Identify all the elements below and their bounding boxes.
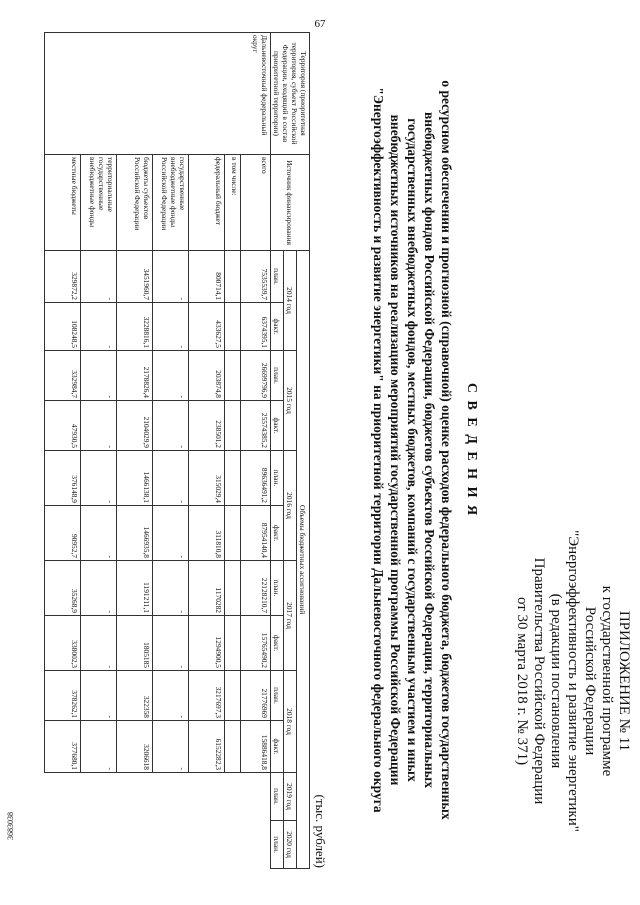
value-cell: - xyxy=(81,251,117,303)
value-cell: 315029,4 xyxy=(189,451,225,506)
value-cell: 25574385,2 xyxy=(241,401,271,451)
table-row xyxy=(189,33,225,869)
source-cell: всего xyxy=(241,155,271,251)
title-line-2: внебюджетных фондов Российской Федерации, бюджетов субъектов Российской Федерации, территориальных xyxy=(422,112,437,788)
value-cell: - xyxy=(81,671,117,721)
value-cell: - xyxy=(81,616,117,671)
value-cell: - xyxy=(153,671,189,721)
title-line-5: "Энергоэффективность и развитие энергетики" на приоритетной территории Дальневосточного федерального округа xyxy=(371,87,386,813)
header-volumes: Объемы бюджетных ассигнований xyxy=(297,251,310,869)
appendix-line-4: "Энергоэффективность и развитие энергетики" xyxy=(565,530,581,832)
header-fact: факт. xyxy=(271,303,284,351)
value-cell: 1170282 xyxy=(189,561,225,616)
header-source: Источник финансирования xyxy=(271,155,310,251)
value-cell: 15765490,2 xyxy=(241,616,271,671)
source-cell: бюджеты субъектов Российской Федерации xyxy=(117,155,153,251)
value-cell: 3217697,3 xyxy=(189,671,225,721)
table-row xyxy=(225,33,241,869)
header-plan: план. xyxy=(271,251,284,303)
value-cell xyxy=(225,721,241,773)
territory-cell: Дальневосточный федеральный округ xyxy=(45,33,271,155)
value-cell: 26699796,9 xyxy=(241,351,271,401)
header-plan: план. xyxy=(271,561,284,616)
value-cell: 108248,5 xyxy=(45,303,81,351)
value-cell: - xyxy=(81,561,117,616)
rotated-page-content xyxy=(0,30,640,870)
value-cell: 3228816,1 xyxy=(117,303,153,351)
value-cell: 35268,9 xyxy=(45,561,81,616)
value-cell: - xyxy=(153,401,189,451)
document-title xyxy=(370,50,480,850)
value-cell: 7535539,7 xyxy=(241,251,271,303)
value-cell: 338002,3 xyxy=(45,616,81,671)
value-cell: 238501,2 xyxy=(189,401,225,451)
value-cell: - xyxy=(153,506,189,561)
header-fact: факт. xyxy=(271,401,284,451)
title-heading: С В Е Д Е Н И Я xyxy=(464,382,479,518)
appendix-block xyxy=(513,516,632,846)
value-cell: 6374395,1 xyxy=(241,303,271,351)
header-fact: факт. xyxy=(271,721,284,773)
value-cell: 90952,7 xyxy=(45,506,81,561)
value-cell: 800714,1 xyxy=(189,251,225,303)
header-fact: факт. xyxy=(271,616,284,671)
value-cell: 15886418,8 xyxy=(241,721,271,773)
title-line-4: внебюджетных источников на реализацию мероприятий государственной программы Российской Федерации xyxy=(388,114,403,786)
table-row xyxy=(81,33,117,869)
value-cell xyxy=(225,451,241,506)
value-cell: 376148,9 xyxy=(45,451,81,506)
value-cell: 1294900,5 xyxy=(189,616,225,671)
value-cell: 1191211,1 xyxy=(117,561,153,616)
header-plan: план. xyxy=(271,671,284,721)
source-cell: в том числе: xyxy=(225,155,241,251)
value-cell: 377680,1 xyxy=(45,721,81,773)
value-cell: - xyxy=(81,451,117,506)
appendix-number: ПРИЛОЖЕНИЕ № 11 xyxy=(616,610,632,752)
value-cell xyxy=(225,251,241,303)
source-cell: местные бюджеты xyxy=(45,155,81,251)
value-cell: 89636491,2 xyxy=(241,451,271,506)
header-fact: факт. xyxy=(271,506,284,561)
value-cell: - xyxy=(153,451,189,506)
header-year-2014: 2014 год xyxy=(284,251,297,351)
value-cell: 1466138,1 xyxy=(117,451,153,506)
table-row xyxy=(117,33,153,869)
title-line-3: государственных внебюджетных фондов, местных бюджетов, компаний с государственным участием и иных xyxy=(405,118,420,782)
value-cell: 6152282,3 xyxy=(189,721,225,773)
appendix-line-3: Российской Федерации xyxy=(582,606,598,756)
table-row xyxy=(241,33,271,869)
value-cell: 47930,5 xyxy=(45,401,81,451)
source-cell: территориальные государственные внебюджетные фонды xyxy=(81,155,117,251)
appendix-line-7: от 30 марта 2018 г. № 371) xyxy=(514,596,530,766)
value-cell: 1805185 xyxy=(117,616,153,671)
value-cell xyxy=(225,671,241,721)
side-number-text: 3683038 xyxy=(6,812,15,840)
value-cell: 87954140,4 xyxy=(241,506,271,561)
value-cell: 22128210,7 xyxy=(241,561,271,616)
value-cell: 433627,5 xyxy=(189,303,225,351)
budget-table xyxy=(44,32,310,869)
header-year-2018: 2018 год xyxy=(284,671,297,773)
appendix-line-5: (в редакции постановления xyxy=(548,593,564,769)
header-plan: план. xyxy=(271,821,284,869)
header-year-2020: 2020 год xyxy=(284,821,297,869)
value-cell: - xyxy=(153,251,189,303)
units-label: (тыс. рублей) xyxy=(313,794,328,868)
value-cell: 322358 xyxy=(117,671,153,721)
header-year-2017: 2017 год xyxy=(284,561,297,671)
header-plan: план. xyxy=(271,451,284,506)
value-cell: 332984,7 xyxy=(45,351,81,401)
value-cell: - xyxy=(153,351,189,401)
value-cell: 3206618 xyxy=(117,721,153,773)
value-cell xyxy=(225,616,241,671)
value-cell: 329872,2 xyxy=(45,251,81,303)
header-year-2019: 2019 год xyxy=(284,773,297,821)
value-cell: - xyxy=(153,303,189,351)
value-cell: - xyxy=(81,351,117,401)
value-cell: 21776969 xyxy=(241,671,271,721)
value-cell xyxy=(225,303,241,351)
value-cell: 3451960,7 xyxy=(117,251,153,303)
value-cell: 378262,1 xyxy=(45,671,81,721)
value-cell xyxy=(225,561,241,616)
table-row xyxy=(45,33,81,869)
title-line-1: о ресурсном обеспечении и прогнозной (справочной) оценке расходов федерального бюджета, бюджетов государственных xyxy=(439,80,454,820)
source-cell: федеральный бюджет xyxy=(189,155,225,251)
header-plan: план. xyxy=(271,351,284,401)
value-cell: - xyxy=(81,721,117,773)
value-cell xyxy=(225,506,241,561)
value-cell: - xyxy=(81,401,117,451)
value-cell xyxy=(225,351,241,401)
header-plan: план. xyxy=(271,773,284,821)
value-cell: 2178826,4 xyxy=(117,351,153,401)
value-cell: 311810,8 xyxy=(189,506,225,561)
appendix-line-2: к государственной программе xyxy=(599,585,615,777)
header-territory: Территория (приоритетная территория, субъект Российской Федерации, входящий в состав приоритетной территории) xyxy=(271,33,310,155)
value-cell: - xyxy=(81,506,117,561)
header-year-2015: 2015 год xyxy=(284,351,297,451)
source-cell: государственные внебюджетные фонды Российской Федерации xyxy=(153,155,189,251)
value-cell: - xyxy=(153,721,189,773)
value-cell: - xyxy=(153,561,189,616)
table-body xyxy=(45,33,271,869)
appendix-line-6: Правительства Российской Федерации xyxy=(531,557,547,805)
table-row xyxy=(153,33,189,869)
page-number: 67 xyxy=(314,18,326,30)
value-cell: 203874,8 xyxy=(189,351,225,401)
value-cell: - xyxy=(153,616,189,671)
value-cell xyxy=(225,401,241,451)
value-cell: 2104029,9 xyxy=(117,401,153,451)
header-year-2016: 2016 год xyxy=(284,451,297,561)
value-cell: 1466935,8 xyxy=(117,506,153,561)
value-cell: - xyxy=(81,303,117,351)
